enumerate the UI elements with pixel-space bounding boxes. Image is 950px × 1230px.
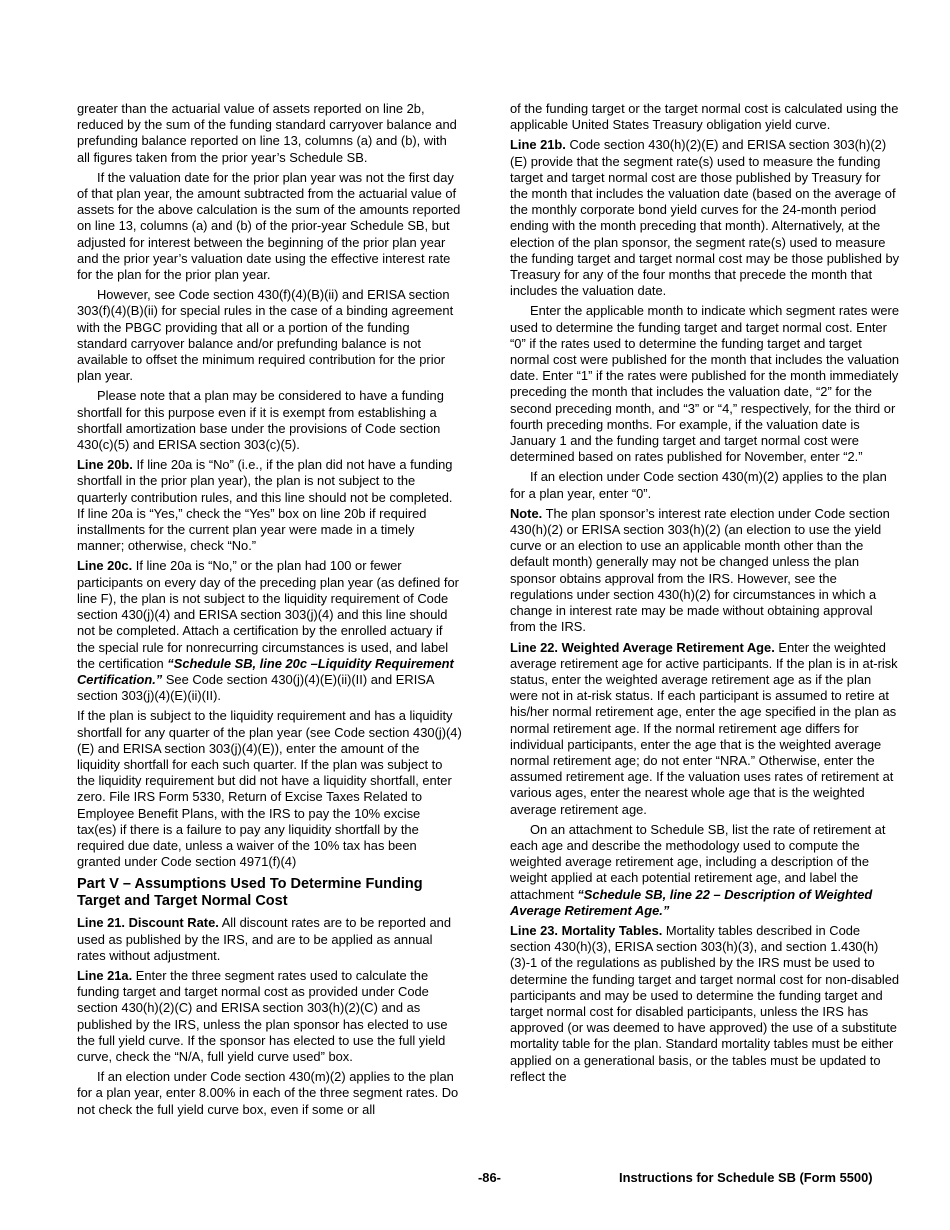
paragraph-text: Enter the weighted average retirement age for active participants. If the plan is in at-risk status, enter the weighted average retirement age as if the plan were not in at-risk status. If each participant is assumed to retire at his/her normal retirement age, enter the age specified in the plan as normal retirement age. If the normal retirement age differs for individual participants, enter the age that is the weighted average normal retirement age; do not enter “NRA.” Otherwise, enter the assumed retirement age. If the valuation uses rates of retirement at various ages, enter the nearest whole age that is the weighted average retirement age.: [510, 639, 898, 817]
right-column: [510, 101, 900, 1089]
line-23-paragraph: [510, 923, 900, 1085]
paragraph-text: On an attachment to Schedule SB, list the rate of retirement at each age and describe the methodology used to compute the weighted average retirement age, including a description of the weight applied at each potential retirement age, and label the attachment: [510, 821, 886, 902]
paragraph: of the funding target or the target normal cost is calculated using the applicable United States Treasury obligation yield curve.: [510, 101, 899, 133]
paragraph: If the valuation date for the prior plan year was not the first day of that plan year, the amount subtracted from the actuarial value of assets for the above calculation is the sum of the amounts reported on line 13, columns (a) and (b) of the prior-year Schedule SB, but adjusted for interest between the beginning of the prior plan year and the prior year’s valuation date using the effective interest rate for the plan for the prior plan year.: [77, 169, 461, 283]
footer-title: Instructions for Schedule SB (Form 5500): [619, 1170, 873, 1185]
line-21-paragraph: [77, 915, 463, 964]
paragraph-text: See Code section 430(j)(4)(E)(ii)(II) and ERISA section 303(j)(4)(E)(ii)(II).: [77, 671, 434, 704]
paragraph-text: If line 20a is “No,” or the plan had 100 or fewer participants on every day of the preceding plan year (as defined for line F), the plan is not subject to the liquidity requirement of Code section 430(j)(4) and ERISA section 303(j)(4) and this line should not be completed. Attach a certification by the enrolled actuary if the special rule for nonrecurring circumstances is used, and label the certification: [77, 558, 459, 671]
paragraph-text: Code section 430(h)(2)(E) and ERISA section 303(h)(2)(E) provide that the segment rate(s) used to measure the funding target and target normal cost are those published by Treasury for the month that includes the valuation date (based on the average of the monthly corporate bond yield curves for the 24-month period ending with the month preceding that month). Alternatively, at the election of the plan sponsor, the segment rate(s) used to measure the funding target and target normal cost may be those published by Treasury for any of the four months that precede the month that includes the valuation date.: [510, 137, 900, 299]
line-label: Line 22. Weighted Average Retirement Age.: [510, 639, 775, 655]
paragraph: However, see Code section 430(f)(4)(B)(ii) and ERISA section 303(f)(4)(B)(ii) for special rules in the case of a binding agreement with the PBGC providing that all or a portion of the funding standard carryover balance and/or prefunding balance is not available to offset the minimum required contribution for the prior plan year.: [77, 287, 454, 384]
section-heading: Part V – Assumptions Used To Determine Funding Target and Target Normal Cost: [77, 876, 423, 910]
line-label: Line 20b.: [77, 457, 133, 473]
line-20b-paragraph: [77, 457, 463, 554]
line-21a-paragraph: [77, 968, 463, 1065]
paragraph: If an election under Code section 430(m)(2) applies to the plan for a plan year, enter “0”.: [510, 469, 887, 501]
line-22-paragraph: [510, 640, 900, 818]
paragraph: greater than the actuarial value of assets reported on line 2b, reduced by the sum of the funding standard carryover balance and prefunding balance reported on line 13, columns (a) and (b), with all figures taken from the prior year’s Schedule SB.: [77, 101, 457, 165]
line-21b-paragraph: [510, 137, 900, 299]
paragraph: Please note that a plan may be considered to have a funding shortfall for this purpose even if it is exempt from establishing a shortfall amortization base under the provisions of Code section 430(c)(5) and ERISA section 303(c)(5).: [77, 388, 444, 453]
attachment-label: “Schedule SB, line 20c –Liquidity Requirement Certification.”: [77, 655, 454, 687]
left-column: [77, 101, 463, 1122]
attachment-label: “Schedule SB, line 22 – Description of Weighted Average Retirement Age.”: [510, 886, 873, 918]
note-paragraph: [510, 506, 900, 636]
paragraph-text: The plan sponsor’s interest rate election under Code section 430(h)(2) or ERISA section 303(h)(2) (an election to use the yield curve or an election to use an applicable month other than the default month) generally may not be changed unless the plan sponsor obtains approval from the IRS. However, see the regulations under section 430(h)(2) for circumstances in which a change in interest rate may be made without obtaining approval from the IRS.: [510, 505, 890, 635]
line-20c-paragraph: [77, 558, 463, 704]
page-number: -86-: [478, 1170, 501, 1185]
line-label: Line 20c.: [77, 558, 133, 574]
paragraph-text: If line 20a is “No” (i.e., if the plan did not have a funding shortfall in the prior plan year), the plan is not subject to the quarterly contribution rules, and this line should not be completed. If line 20a is “Yes,” check the “Yes” box on line 20b if required installments for the current plan year were made in a timely manner; otherwise, check “No.”: [77, 457, 453, 554]
paragraph-text: All discount rates are to be reported and used as published by the IRS, and are to be applied as annual rates without adjustment.: [77, 915, 452, 963]
note-label: Note.: [510, 505, 543, 521]
line-label: Line 21b.: [510, 137, 566, 153]
paragraph: [510, 822, 900, 919]
paragraph: If an election under Code section 430(m)(2) applies to the plan for a plan year, enter 8.00% in each of the three segment rates. Do not check the full yield curve box, even if some or all: [77, 1069, 459, 1117]
paragraph: If the plan is subject to the liquidity requirement and has a liquidity shortfall for any quarter of the plan year (see Code section 430(j)(4)(E) and ERISA section 303(j)(4)(E)), enter the amount of the liquidity shortfall for each such quarter. If the plan was subject to the liquidity requirement but did not have a liquidity shortfall, enter zero. File IRS Form 5330, Return of Excise Taxes Related to Employee Benefit Plans, with the IRS to pay the 10% excise tax(es) if there is a failure to pay any liquidity shortfall by the required due date, unless a waiver of the 10% tax has been granted under Code section 4971(f)(4): [77, 708, 462, 870]
paragraph-text: Enter the three segment rates used to calculate the funding target and target normal cost as provided under Code section 430(h)(2)(C) and ERISA section 303(h)(2)(C) and as published by the IRS, unless the plan sponsor has elected to use the full yield curve. If the sponsor has elected to use the full yield curve, check the “N/A, full yield curve used” box.: [77, 967, 448, 1064]
paragraph: Enter the applicable month to indicate which segment rates were used to determine the funding target and target normal cost. Enter “0” if the rates used to determine the funding target and target normal cost were published for the month that includes the valuation date. Enter “1” if the rates were published for the month immediately preceding the month that includes the valuation date, “2” for the second preceding month, and “3” or “4,” respectively, for the third or fourth preceding months. For example, if the valuation date is January 1 and the funding target and target normal cost were determined based on rates published for November, enter “2.”: [510, 303, 900, 465]
line-label: Line 23. Mortality Tables.: [510, 922, 663, 938]
paragraph-text: Mortality tables described in Code section 430(h)(3), ERISA section 303(h)(3), and section 1.430(h)(3)-1 of the regulations as published by the IRS must be used to determine the funding target and target normal cost for non-disabled participants and may be used to determine the funding target and target normal cost for disabled participants, unless the IRS has approved (or was deemed to have approved) the use of a substitute mortality table for the plan. Standard mortality tables must be either applied on a generational basis, or the tables must be updated to reflect the: [510, 922, 900, 1084]
line-label: Line 21a.: [77, 967, 133, 983]
line-label: Line 21. Discount Rate.: [77, 915, 219, 931]
